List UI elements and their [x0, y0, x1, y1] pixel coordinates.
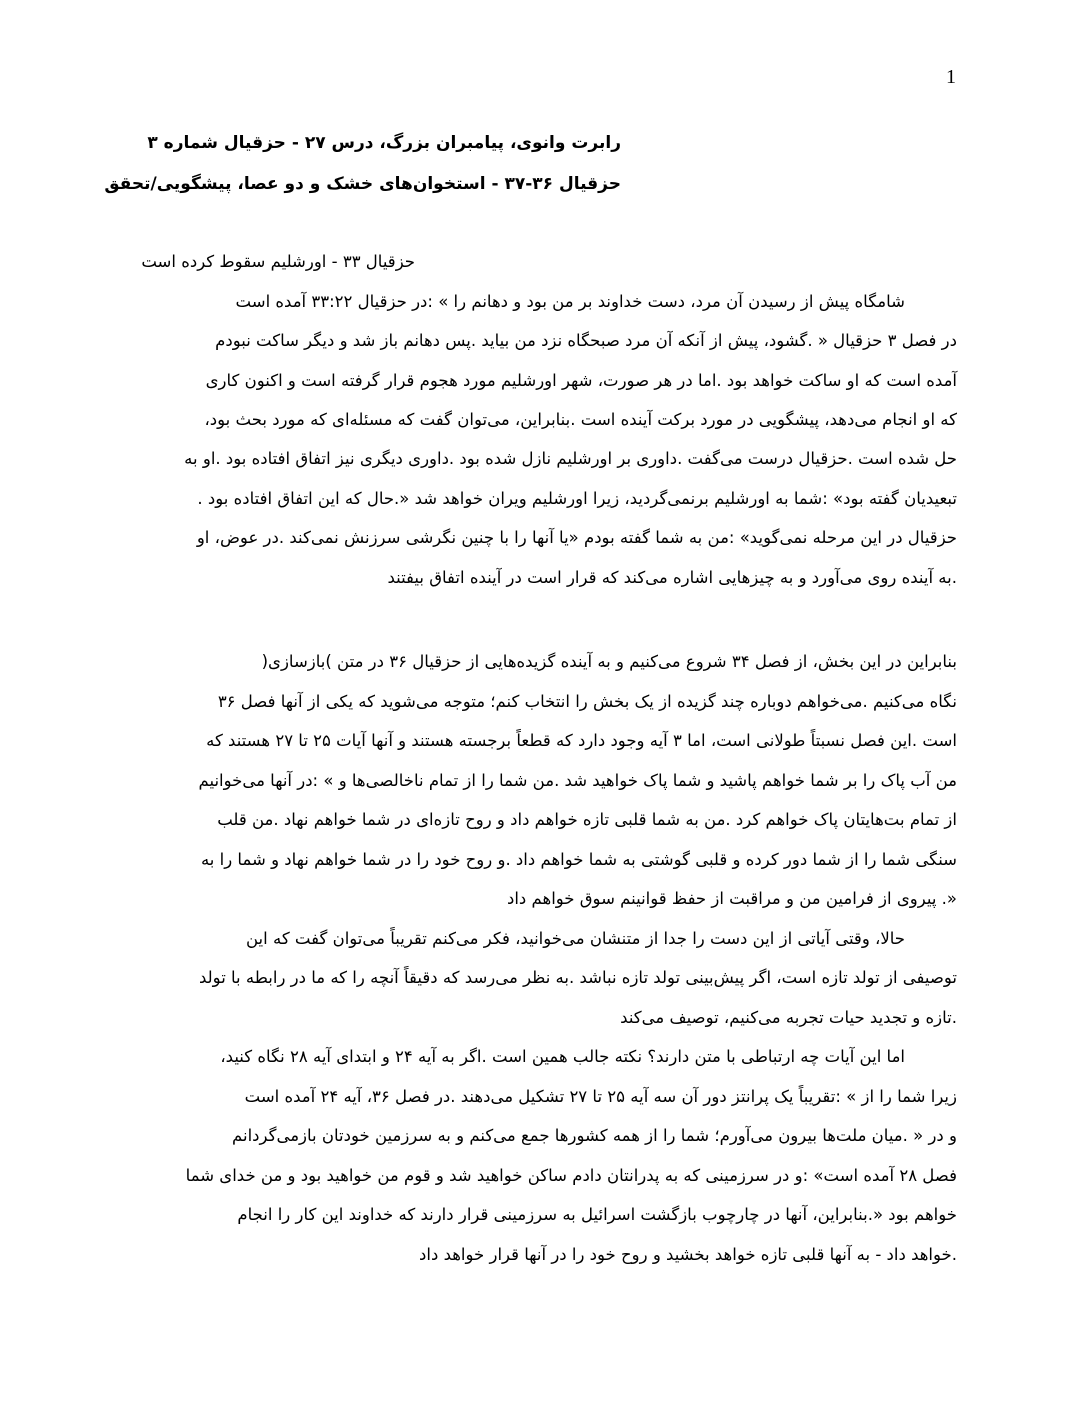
- paragraph-line: من آب پاک را بر شما خواهم پاشید و شما پاک خواهید شد .من شما را از تمام ناخالصی‌ها و » :در آنها می‌خوانیم: [198, 771, 957, 790]
- paragraph-line: «. پیروی از فرامین من و مراقبت از حفظ قوانینم سوق خواهم داد: [506, 889, 957, 908]
- paragraph-line: .تازه و تجدید حیات تجربه می‌کنیم، توصیف می‌کند: [620, 1008, 957, 1027]
- page-number: 1: [946, 66, 956, 88]
- paragraph-line: فصل ۲۸ آمده است» :و در سرزمینی که به پدرانتان دادم ساکن خواهید شد و قوم من خواهید بود و من خدای شما: [185, 1166, 957, 1185]
- paragraph-line: حالا، وقتی آیاتی از این دست را جدا از متنشان می‌خوانید، فکر می‌کنم تقریباً می‌توان گفت که این: [246, 929, 905, 948]
- paragraph-line: .به آینده روی می‌آورد و به چیزهایی اشاره می‌کند که قرار است در آینده اتفاق بیفتند: [387, 568, 957, 587]
- paragraph-line: سنگی شما را از شما دور کرده و قلبی گوشتی به شما خواهم داد .و روح خود را در شما خواهم نهاد و شما را به: [200, 850, 957, 869]
- paragraph-line: آمده است که او ساکت خواهد بود .اما در هر صورت، شهر اورشلیم مورد هجوم قرار گرفته است و اکنون کاری: [205, 371, 957, 390]
- section-heading: حزقیال ۳۳ - اورشلیم سقوط کرده است: [141, 252, 415, 271]
- paragraph-line: تبعیدیان گفته بود» :شما به اورشلیم برنمی‌گردید، زیرا اورشلیم ویران خواهد شد «.حال که این اتفاق افتاده بود .: [197, 489, 957, 508]
- document-subtitle: حزقیال ۳۶-۳۷ - استخوان‌های خشک و دو عصا، پیشگویی/تحقق: [104, 174, 621, 194]
- paragraph-line: حزقیال در این مرحله نمی‌گوید» :من به شما گفته بودم «یا آنها را با چنین نگرشی سرزنش نمی‌کند .در عوض، او: [196, 528, 957, 547]
- paragraph-line: که او انجام می‌دهد، پیشگویی در مورد برکت آینده است .بنابراین، می‌توان گفت که مسئله‌ای که مورد بحث بود،: [204, 410, 957, 429]
- paragraph-line: شامگاه پیش از رسیدن آن مرد، دست خداوند بر من بود و دهانم را » :در حزقیال ۳۳:۲۲ آمده است: [235, 292, 905, 311]
- paragraph-line: است .این فصل نسبتاً طولانی است، اما ۳ آیه وجود دارد که قطعاً برجسته هستند و آنها آیات ۲۵ تا ۲۷ هستند که: [206, 731, 957, 750]
- paragraph-line: زیرا شما را از » :تقریباً یک پرانتز دور آن سه آیه ۲۵ تا ۲۷ تشکیل می‌دهند .در فصل ۳۶، آیه ۲۴ آمده است: [244, 1087, 957, 1106]
- paragraph-line: اما این آیات چه ارتباطی با متن دارند؟ نکته جالب همین است .اگر به آیه ۲۴ و ابتدای آیه ۲۸ نگاه کنید،: [220, 1047, 905, 1066]
- paragraph-line: .خواهد داد - به آنها قلبی تازه خواهد بخشید و روح خود را در آنها قرار خواهد داد: [419, 1245, 957, 1264]
- paragraph-line: بنابراین در این بخش، از فصل ۳۴ شروع می‌کنیم و به آینده گزیده‌هایی از حزقیال ۳۶ در متن )بازسازی(: [261, 652, 957, 671]
- paragraph-line: و در « .میان ملت‌ها بیرون می‌آورم؛ شما را از همه کشورها جمع می‌کنم و به سرزمین خودتان بازمی‌گردانم: [232, 1126, 957, 1145]
- paragraph-line: نگاه می‌کنیم .می‌خواهم دوباره چند گزیده از یک بخش را انتخاب کنم؛ متوجه می‌شوید که یکی از آنها فصل ۳۶: [217, 692, 957, 711]
- paragraph-line: خواهم بود «.بنابراین، آنها در چارچوب بازگشت اسرائیل به سرزمینی قرار دارند که خداوند این کار را انجام: [237, 1205, 957, 1224]
- paragraph-line: از تمام بت‌هایتان پاک خواهم کرد .من به شما قلبی تازه خواهم داد و روح تازه‌ای در شما خواهم نهاد .من قلب: [217, 810, 957, 829]
- paragraph-line: در فصل ۳ حزقیال « .گشود، پیش از آنکه آن مرد صبحگاه نزد من بیاید .پس دهانم باز شد و دیگر ساکت نبودم: [215, 331, 957, 350]
- document-title: رابرت وانوی، پیامبران بزرگ، درس ۲۷ - حزقیال شماره ۳: [147, 133, 621, 153]
- paragraph-line: توصیفی از تولد تازه است، اگر پیش‌بینی تولد تازه نباشد .به نظر می‌رسد که دقیقاً آنچه را که ما در رابطه با تولد: [198, 968, 957, 987]
- paragraph-line: حل شده است .حزقیال درست می‌گفت .داوری بر اورشلیم نازل شده بود .داوری دیگری نیز اتفاق افتاده بود .او به: [184, 449, 957, 468]
